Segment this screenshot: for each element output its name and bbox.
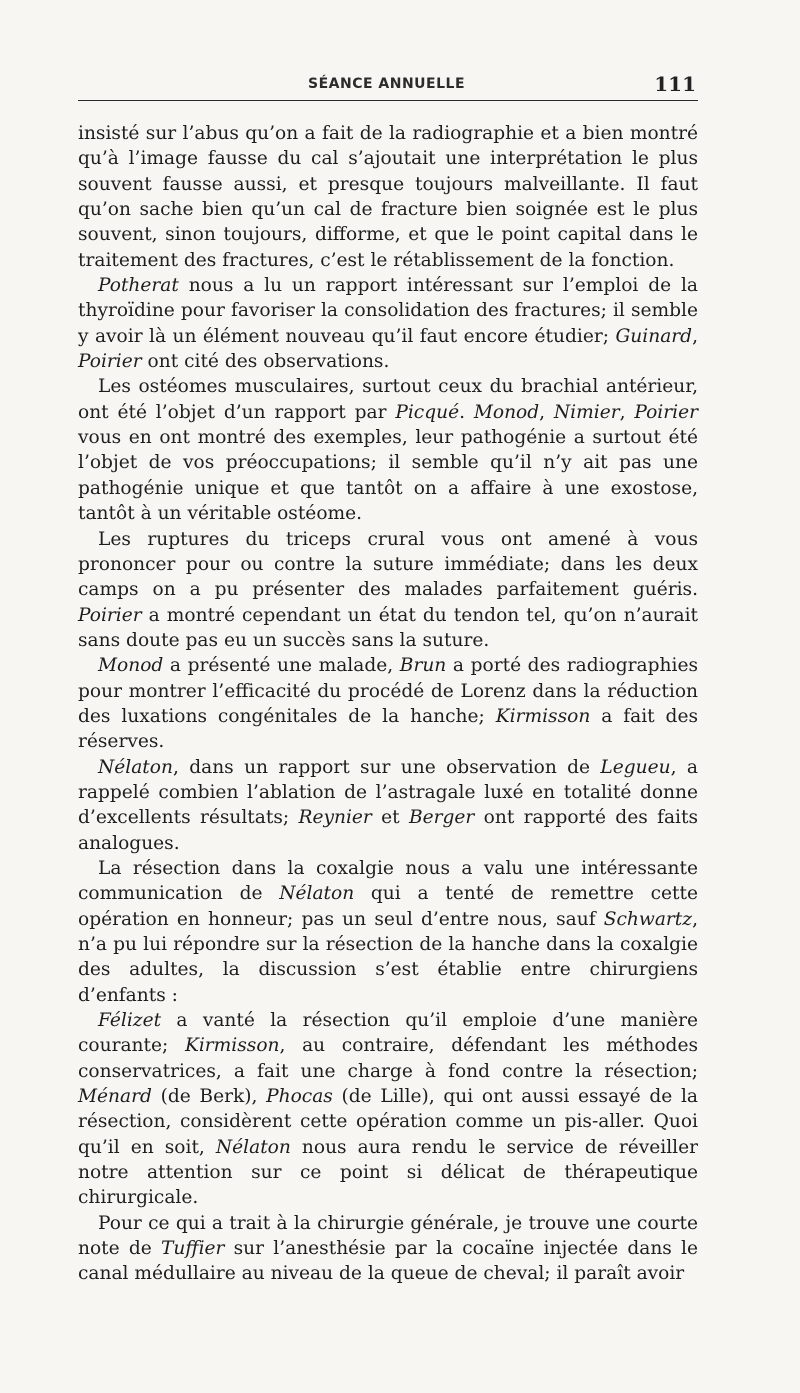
paragraph [78,527,698,654]
author-name: Félizet [98,1010,162,1032]
author-name: Phocas [266,1086,333,1108]
text-run: Les ostéomes musculaires, surtout ceux du brachial antérieur, ont été l’objet d’un rapport par [78,376,698,423]
paragraph [78,653,698,754]
paragraph [78,374,698,526]
author-name: Nimier [553,401,620,423]
text-run: sur l’anesthésie par la cocaïne injectée dans le canal médullaire au niveau de la queue de cheval; il paraît avoir [78,1238,699,1285]
text-run: a vanté la résection qu’il emploie d’une manière courante; [78,1010,698,1057]
text-run: , au contraire, défendant les méthodes conservatrices, a fait une charge à fond contre la résection; [78,1035,698,1082]
author-name: Berger [408,807,475,829]
text-run: a présenté une malade, [163,655,400,677]
author-name: Reynier [298,807,372,829]
author-name: Nélaton [215,1136,291,1158]
text-run: . [459,401,474,423]
author-name: Legueu [600,756,671,778]
author-name: Nélaton [279,883,355,905]
text-run: insisté sur l’abus qu’on a fait de la radiographie et a bien montré qu’à l’image fausse du cal s’ajoutait une interprétation le plus souvent fausse aussi, et presque toujours malveillante. Il faut qu’on sache bien qu’un cal de fracture bien soignée est le plus souvent, sinon toujours, difforme, et que le point capital dans le traitement des fractures, c’est le rétablissement de la fonction. [78,123,698,271]
text-run: Pour ce qui a trait à la chirurgie générale, je trouve une courte note de [78,1212,698,1260]
text-run: et [371,807,409,829]
body-text [78,121,698,1287]
paragraph [78,1211,698,1287]
text-run: vous en ont montré des exemples, leur pathogénie a surtout été l’objet de vos préoccupations; il semble qu’il n’y ait pas une pathogénie unique et que tantôt on a affaire à une exostose, tantôt à un véritable ostéome. [78,427,698,525]
author-name: Poirier [634,401,698,423]
text-run: (de Berk), [151,1086,267,1108]
author-name: Nélaton [98,756,173,778]
author-name: Poirier [78,351,142,373]
text-run: , [539,401,554,423]
text-run: , [692,325,698,347]
author-name: Monod [473,401,540,423]
text-run: La résection dans la coxalgie nous a valu une intéressante communication de [78,857,698,905]
text-run: ont cité des observations. [141,351,390,373]
author-name: Potherat [98,275,179,297]
author-name: Tuffier [161,1238,225,1260]
author-name: Brun [399,655,447,677]
paragraph [78,755,698,856]
text-run: a montré cependant un état du tendon tel, qu’on n’aurait sans doute pas eu un succès sans la suture. [78,604,698,651]
author-name: Picqué [395,401,460,423]
running-header-title: SÉANCE ANNUELLE [308,76,466,92]
author-name: Guinard [615,325,693,347]
running-header [78,70,698,101]
text-run: , [619,401,635,423]
author-name: Schwartz [603,908,693,930]
text-run: ont rapporté des faits analogues. [78,807,699,854]
author-name: Kirmisson [184,1035,280,1057]
author-name: Poirier [78,604,142,626]
text-run: a porté des radiographies pour montrer l’efficacité du procédé de Lorenz dans la réduction des luxations congénitales de la hanche; [78,655,699,727]
text-run: , a rappelé combien l’ablation de l’astragale luxé en totalité donne d’excellents résultats; [78,756,698,829]
text-run: (de Lille), qui ont aussi essayé de la résection, considèrent cette opération comme un pis-aller. Quoi qu’il en soit, [78,1086,698,1158]
paragraph [78,121,698,273]
text-run: Les ruptures du triceps crural vous ont amené à vous prononcer pour ou contre la suture immédiate; dans les deux camps on a pu présenter des malades parfaitement guéris. [78,528,698,601]
page-number: 111 [654,72,696,96]
text-run: nous a lu un rapport intéressant sur l’emploi de la thyroïdine pour favoriser la consolidation des fractures; il semble y avoir là un élément nouveau qu’il faut encore étudier; [78,275,698,347]
text-run: , dans un rapport sur une observation de [172,756,601,778]
paragraph [78,273,698,374]
paragraph [78,1008,698,1211]
text-run: a fait des réserves. [78,705,698,753]
paragraph [78,856,698,1008]
text-run: qui a tenté de remettre cette opération en honneur; pas un seul d’entre nous, sauf [78,883,698,930]
text-run: , n’a pu lui répondre sur la résection de la hanche dans la coxalgie des adultes, la discussion s’est établie entre chirurgiens d’enfants : [78,908,698,1006]
author-name: Monod [98,655,164,677]
author-name: Ménard [78,1086,152,1108]
text-run: nous aura rendu le service de réveiller notre attention sur ce point si délicat de thérapeutique chirurgicale. [78,1136,698,1209]
author-name: Kirmisson [495,705,591,727]
